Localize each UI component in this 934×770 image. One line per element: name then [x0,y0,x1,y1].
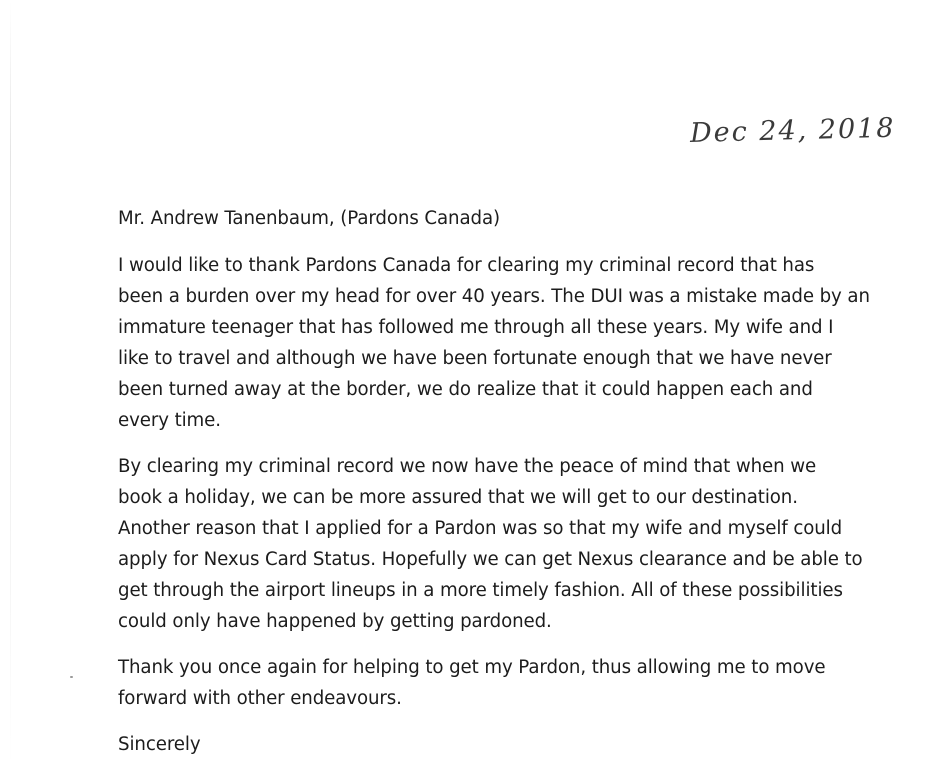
text-line: By clearing my criminal record we now have the peace of mind that when we [118,456,817,477]
text-line: like to travel and although we have been fortunate enough that we have never [118,348,832,369]
text-line: get through the airport lineups in a more timely fashion. All of these possibilities [118,580,843,601]
scan-edge-shadow [10,0,11,770]
paragraph-1 [118,250,878,436]
paragraph-3 [118,652,878,714]
text-line: been a burden over my head for over 40 years. The DUI was a mistake made by an [118,286,870,307]
text-line: forward with other endeavours. [118,688,402,709]
text-line: every time. [118,410,221,431]
letter-body [118,203,878,760]
text-line: been turned away at the border, we do realize that it could happen each and [118,379,813,400]
text-line: I would like to thank Pardons Canada for clearing my criminal record that has [118,255,815,276]
text-line: book a holiday, we can be more assured that we will get to our destination. [118,487,798,508]
scan-speck [70,676,73,678]
paragraph-2 [118,451,878,637]
text-line: Another reason that I applied for a Pardon was so that my wife and myself could [118,518,843,539]
text-line: Thank you once again for helping to get my Pardon, thus allowing me to move [118,657,826,678]
text-line: could only have happened by getting pardoned. [118,611,552,632]
handwritten-date: Dec 24, 2018 [689,112,896,149]
closing: Sincerely [118,734,201,755]
text-line: apply for Nexus Card Status. Hopefully we can get Nexus clearance and be able to [118,549,863,570]
salutation: Mr. Andrew Tanenbaum, (Pardons Canada) [118,208,500,229]
text-line: immature teenager that has followed me through all these years. My wife and I [118,317,834,338]
